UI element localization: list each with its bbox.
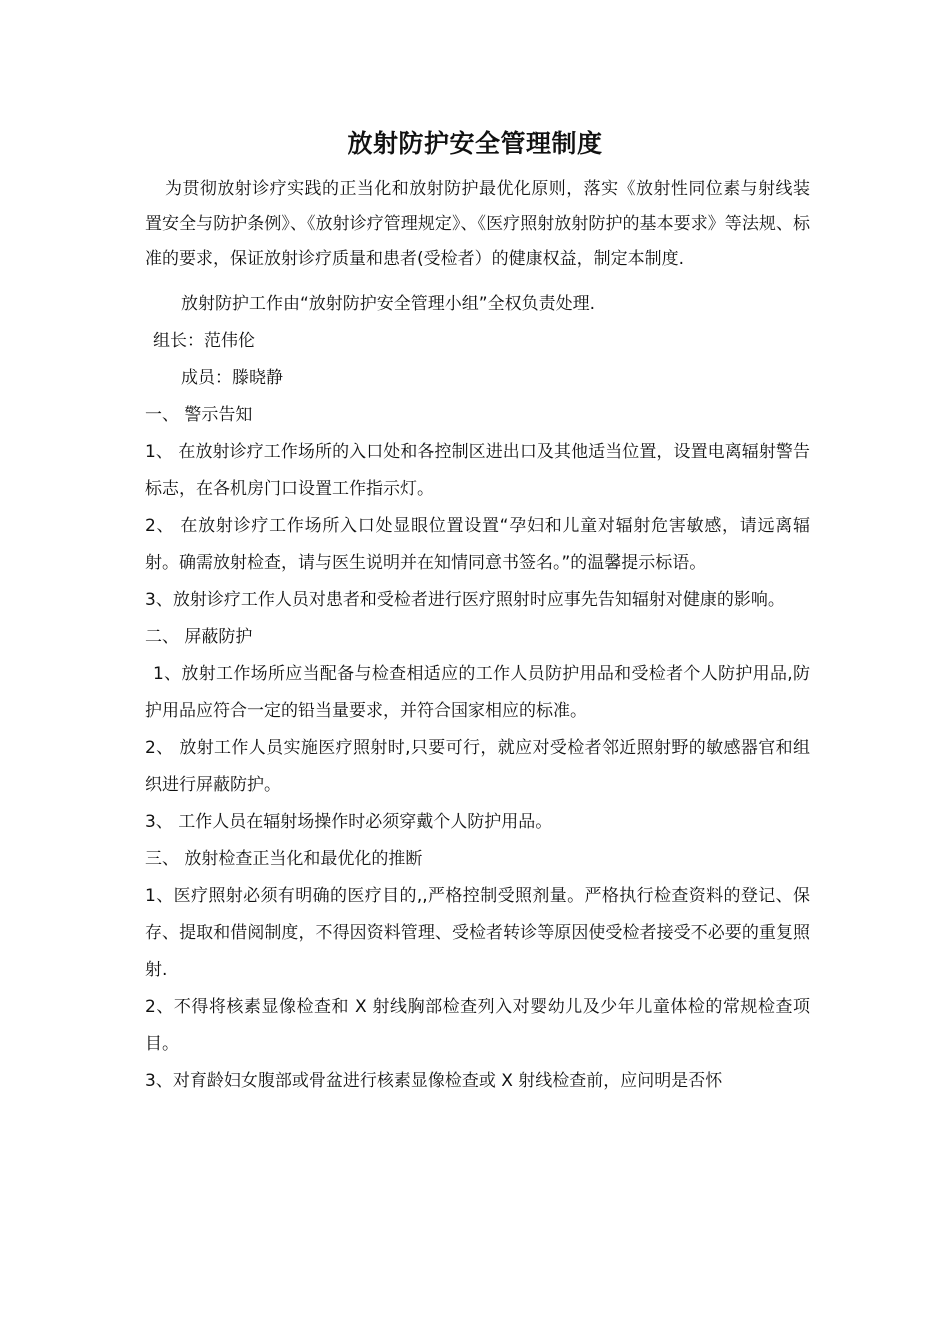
list-item: 2、不得将核素显像检查和 X 射线胸部检查列入对婴幼儿及少年儿童体检的常规检查项目。 <box>145 997 810 1054</box>
document-title: 放射防护安全管理制度 <box>347 129 603 158</box>
leader-line: 组长：范伟伦 <box>153 331 255 351</box>
document-body <box>145 172 810 1100</box>
section-heading: 三、 放射检查正当化和最优化的推断 <box>145 849 423 869</box>
list-item: 3、 工作人员在辐射场操作时必须穿戴个人防护用品。 <box>145 812 553 832</box>
section-heading: 二、 屏蔽防护 <box>145 627 253 647</box>
list-item: 3、放射诊疗工作人员对患者和受检者进行医疗照射时应事先告知辐射对健康的影响。 <box>145 590 785 610</box>
list-item: 3、对育龄妇女腹部或骨盆进行核素显像检查或 X 射线检查前，应问明是否怀 <box>145 1071 723 1091</box>
list-item: 2、 放射工作人员实施医疗照射时,只要可行，就应对受检者邻近照射野的敏感器官和组织进行屏蔽防护。 <box>145 738 810 795</box>
list-item: 1、放射工作场所应当配备与检查相适应的工作人员防护用品和受检者个人防护用品,防护用品应符合一定的铅当量要求，并符合国家相应的标准。 <box>145 664 810 721</box>
responsibility-paragraph: 放射防护工作由“放射防护安全管理小组”全权负责处理. <box>181 294 596 314</box>
intro-paragraph: 为贯彻放射诊疗实践的正当化和放射防护最优化原则，落实《放射性同位素与射线装置安全与防护条例》、《放射诊疗管理规定》、《医疗照射放射防护的基本要求》等法规、标准的要求，保证放射诊疗质量和患者(受检者）的健康权益，制定本制度. <box>145 179 810 269</box>
list-item: 1、医疗照射必须有明确的医疗目的,,严格控制受照剂量。严格执行检查资料的登记、保存、提取和借阅制度，不得因资料管理、受检者转诊等原因使受检者接受不必要的重复照射. <box>145 886 810 980</box>
members-line: 成员：滕晓静 <box>181 368 283 388</box>
list-item: 1、 在放射诊疗工作场所的入口处和各控制区进出口及其他适当位置，设置电离辐射警告标志，在各机房门口设置工作指示灯。 <box>145 442 810 499</box>
spacer <box>145 277 810 286</box>
list-item: 2、 在放射诊疗工作场所入口处显眼位置设置“孕妇和儿童对辐射危害敏感，请远离辐射。确需放射检查，请与医生说明并在知情同意书签名。”的温馨提示标语。 <box>145 516 810 573</box>
section-heading: 一、 警示告知 <box>145 405 253 425</box>
